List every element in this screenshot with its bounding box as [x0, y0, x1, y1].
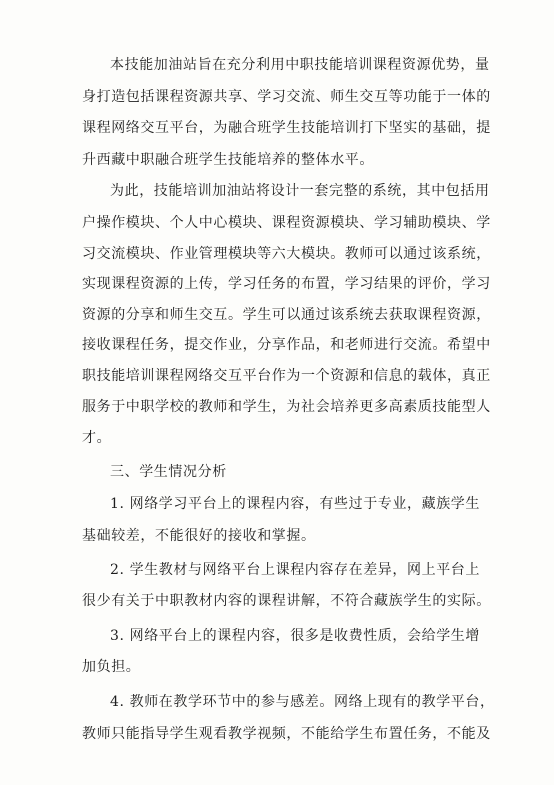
list-item-3-line-2: 加负担。 [82, 659, 141, 675]
list-item-1-line-2: 基础较差，不能很好的接收和掌握。 [82, 528, 316, 544]
paragraph-2-line-2: 户操作模块、个人中心模块、课程资源模块、学习辅助模块、学 [82, 215, 491, 231]
paragraph-2-line-9: 才。 [82, 430, 112, 446]
paragraph-1-line-4: 升西藏中职融合班学生技能培养的整体水平。 [82, 152, 374, 168]
paragraph-2-line-6: 接收课程任务，提交作业，分享作品，和老师进行交流。希望中 [82, 337, 491, 353]
paragraph-2-line-3: 习交流模块、作业管理模块等六大模块。教师可以通过该系统， [82, 246, 491, 262]
list-item-2-line-1: 2. 学生教材与网络平台上课程内容存在差异，网上平台上 [110, 562, 481, 578]
paragraph-1-line-2: 身打造包括课程资源共享、学习交流、师生交互等功能于一体的 [82, 89, 491, 105]
list-item-1-line-1: 1. 网络学习平台上的课程内容，有些过于专业，藏族学生 [110, 496, 481, 512]
paragraph-2-line-7: 职技能培训课程网络交互平台作为一个资源和信息的载体，真正 [82, 368, 491, 384]
list-item-3-line-1: 3. 网络平台上的课程内容，很多是收费性质，会给学生增 [110, 628, 481, 644]
paragraph-2-line-5: 资源的分享和师生交互。学生可以通过该系统去获取课程资源， [82, 307, 491, 323]
paragraph-1-line-1: 本技能加油站旨在充分利用中职技能培训课程资源优势，量 [110, 57, 490, 73]
paragraph-2-line-1: 为此，技能培训加油站将设计一套完整的系统，其中包括用 [110, 183, 490, 199]
paragraph-2-line-8: 服务于中职学校的教师和学生，为社会培养更多高素质技能型人 [82, 399, 491, 415]
section-heading: 三、学生情况分析 [110, 464, 227, 480]
list-item-2-line-2: 很少有关于中职教材内容的课程讲解，不符合藏族学生的实际。 [82, 593, 491, 609]
paragraph-1-line-3: 课程网络交互平台，为融合班学生技能培训打下坚实的基础，提 [82, 120, 491, 136]
list-item-4-line-2: 教师只能指导学生观看教学视频，不能给学生布置任务，不能及 [82, 726, 491, 742]
list-item-4-line-1: 4. 教师在教学环节中的参与感差。网络上现有的教学平台， [110, 694, 495, 710]
paragraph-2-line-4: 实现课程资源的上传，学习任务的布置，学习结果的评价，学习 [82, 276, 491, 292]
